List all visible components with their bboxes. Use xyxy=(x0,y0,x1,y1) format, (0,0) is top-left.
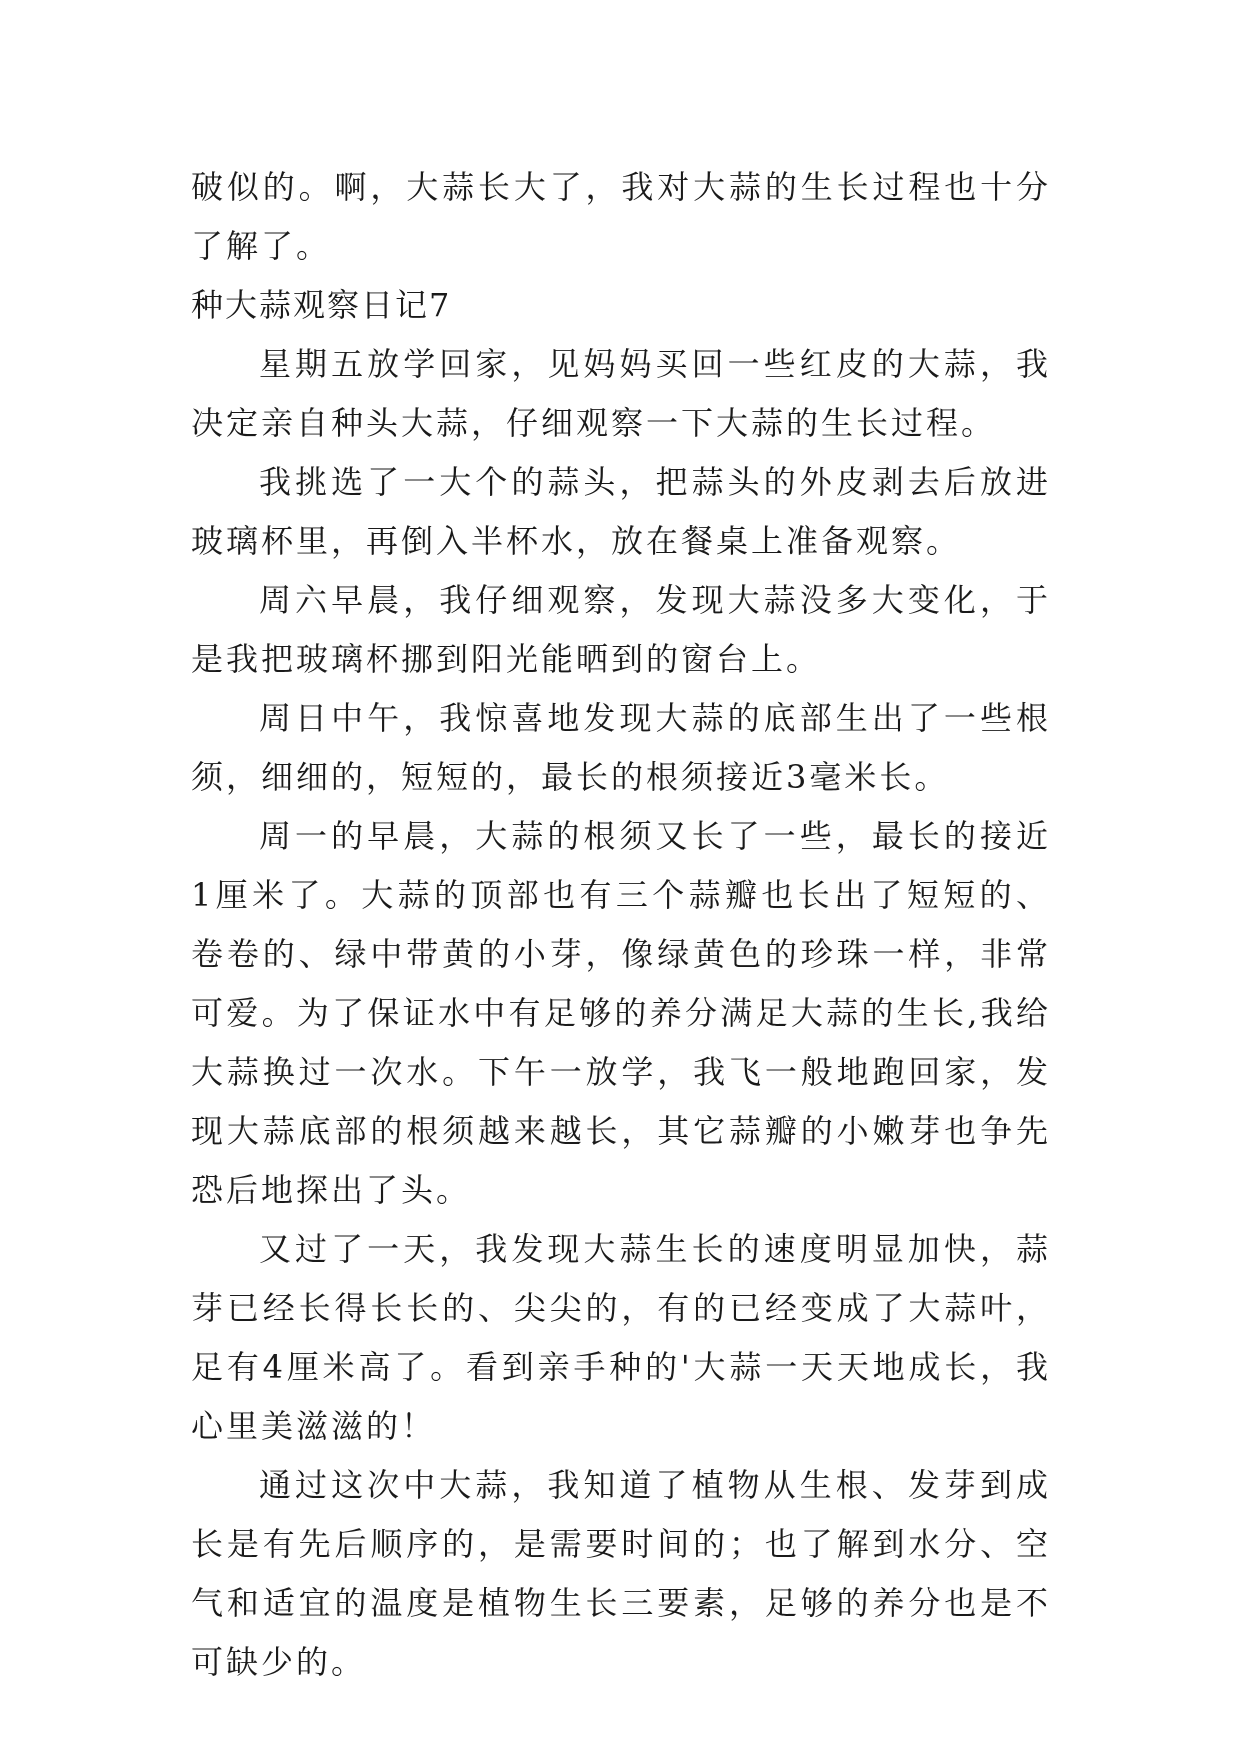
intro-paragraph: 破似的。啊，大蒜长大了，我对大蒜的生长过程也十分了解了。 xyxy=(191,168,1051,265)
paragraph-7: 通过这次中大蒜，我知道了植物从生根、发芽到成长是有先后顺序的，是需要时间的；也了解到水分、空气和适宜的温度是植物生长三要素，足够的养分也是不可缺少的。 xyxy=(191,1466,1051,1681)
paragraph-2: 我挑选了一大个的蒜头，把蒜头的外皮剥去后放进玻璃杯里，再倒入半杯水，放在餐桌上准备观察。 xyxy=(191,463,1051,560)
paragraph-6: 又过了一天，我发现大蒜生长的速度明显加快，蒜芽已经长得长长的、尖尖的，有的已经变成了大蒜叶，足有4厘米高了。看到亲手种的'大蒜一天天地成长，我心里美滋滋的！ xyxy=(191,1230,1051,1445)
paragraph-1: 星期五放学回家，见妈妈买回一些红皮的大蒜，我决定亲自种头大蒜，仔细观察一下大蒜的生长过程。 xyxy=(191,345,1051,442)
paragraph-3: 周六早晨，我仔细观察，发现大蒜没多大变化，于是我把玻璃杯挪到阳光能晒到的窗台上。 xyxy=(191,581,1051,678)
paragraph-4: 周日中午，我惊喜地发现大蒜的底部生出了一些根须，细细的，短短的，最长的根须接近3毫米长。 xyxy=(191,699,1051,796)
paragraph-5: 周一的早晨，大蒜的根须又长了一些，最长的接近1厘米了。大蒜的顶部也有三个蒜瓣也长出了短短的、卷卷的、绿中带黄的小芽，像绿黄色的珍珠一样，非常可爱。为了保证水中有足够的养分满足大蒜的生长,我给大蒜换过一次水。下午一放学，我飞一般地跑回家，发现大蒜底部的根须越来越长，其它蒜瓣的小嫩芽也争先恐后地探出了头。 xyxy=(191,817,1051,1209)
document-body xyxy=(191,158,1051,1692)
section-title: 种大蒜观察日记7 xyxy=(191,286,452,324)
